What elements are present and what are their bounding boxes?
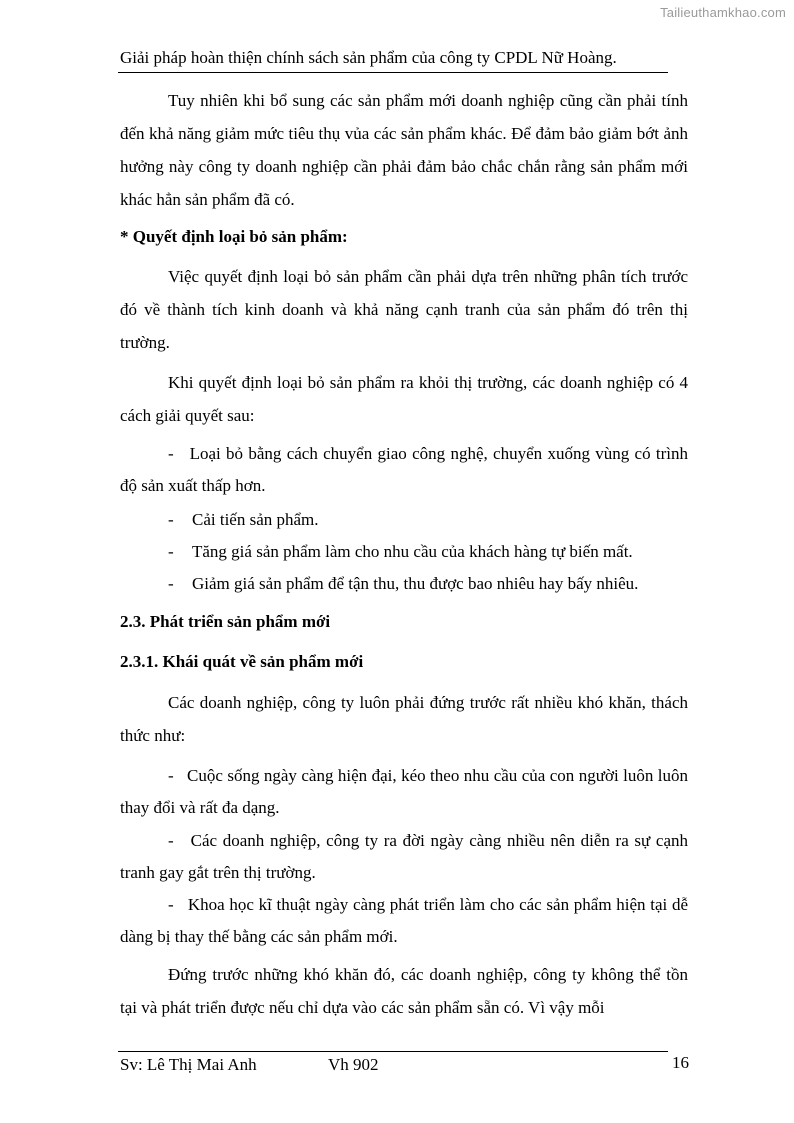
paragraph-2: Việc quyết định loại bỏ sản phẩm cần phải dựa trên những phân tích trước đó về thành tích kinh doanh và khả năng cạnh tranh của sản phẩm đó trên thị trường. (120, 267, 688, 352)
paragraph-5: Đứng trước những khó khăn đó, các doanh nghiệp, công ty không thể tồn tại và phát triển được nếu chỉ dựa vào các sản phẩm sẵn có. Vì vậy mỗi (120, 965, 688, 1017)
dash: - (168, 444, 174, 463)
bullet-text: Cuộc sống ngày càng hiện đại, kéo theo nhu cầu của con người luôn luôn thay đổi và rất đa dạng. (120, 766, 689, 817)
dash: - (168, 895, 174, 914)
paragraph-4: Các doanh nghiệp, công ty luôn phải đứng trước rất nhiều khó khăn, thách thức như: (120, 693, 688, 745)
dash: - (168, 542, 174, 561)
bullet-item (120, 438, 688, 502)
heading-2-3: 2.3. Phát triển sản phẩm mới (120, 612, 331, 631)
heading-2-3-1: 2.3.1. Khái quát về sản phẩm mới (120, 652, 364, 671)
bullet-text: Loại bỏ bằng cách chuyển giao công nghệ, chuyển xuống vùng có trình độ sản xuất thấp hơn. (120, 444, 689, 495)
paragraph-3: Khi quyết định loại bỏ sản phẩm ra khỏi thị trường, các doanh nghiệp có 4 cách giải quyết sau: (120, 373, 688, 425)
running-header: Giải pháp hoàn thiện chính sách sản phẩm của công ty CPDL Nữ Hoàng. (120, 48, 617, 67)
footer-student: Sv: Lê Thị Mai Anh (120, 1055, 257, 1074)
bullet-item (120, 825, 688, 889)
bullet-text: Tăng giá sản phẩm làm cho nhu cầu của khách hàng tự biến mất. (192, 542, 633, 561)
bullet-text: Các doanh nghiệp, công ty ra đời ngày càng nhiều nên diễn ra sự cạnh tranh gay gắt trên thị trường. (120, 831, 689, 882)
footer-rule (118, 1051, 668, 1052)
dash: - (168, 574, 174, 593)
page-number: 16 (672, 1053, 689, 1072)
bullet-text: Cải tiến sản phẩm. (192, 510, 319, 529)
watermark: Tailieuthamkhao.com (660, 5, 786, 20)
bullet-text: Khoa học kĩ thuật ngày càng phát triển làm cho các sản phẩm hiện tại dễ dàng bị thay thế bằng các sản phẩm mới. (120, 895, 688, 946)
dash: - (168, 831, 174, 850)
dash: - (168, 510, 174, 529)
bullet-item (120, 889, 688, 953)
bullet-text: Giảm giá sản phẩm để tận thu, thu được bao nhiêu hay bấy nhiêu. (192, 574, 639, 593)
footer-class: Vh 902 (328, 1055, 379, 1074)
bullet-item (168, 567, 638, 600)
paragraph-1: Tuy nhiên khi bổ sung các sản phẩm mới doanh nghiệp cũng cần phải tính đến khả năng giảm mức tiêu thụ vủa các sản phẩm khác. Để đảm bảo giảm bớt ảnh hưởng này công ty doanh nghiệp cần phải đảm bảo chắc chắn rằng sản phẩm mới khác hẳn sản phẩm đã có. (120, 91, 688, 209)
header-rule (118, 72, 668, 73)
dash: - (168, 766, 174, 785)
bullet-item (168, 535, 633, 568)
heading-quyet-dinh: * Quyết định loại bỏ sản phẩm: (120, 227, 348, 246)
bullet-item (168, 503, 319, 536)
bullet-item (120, 760, 688, 824)
